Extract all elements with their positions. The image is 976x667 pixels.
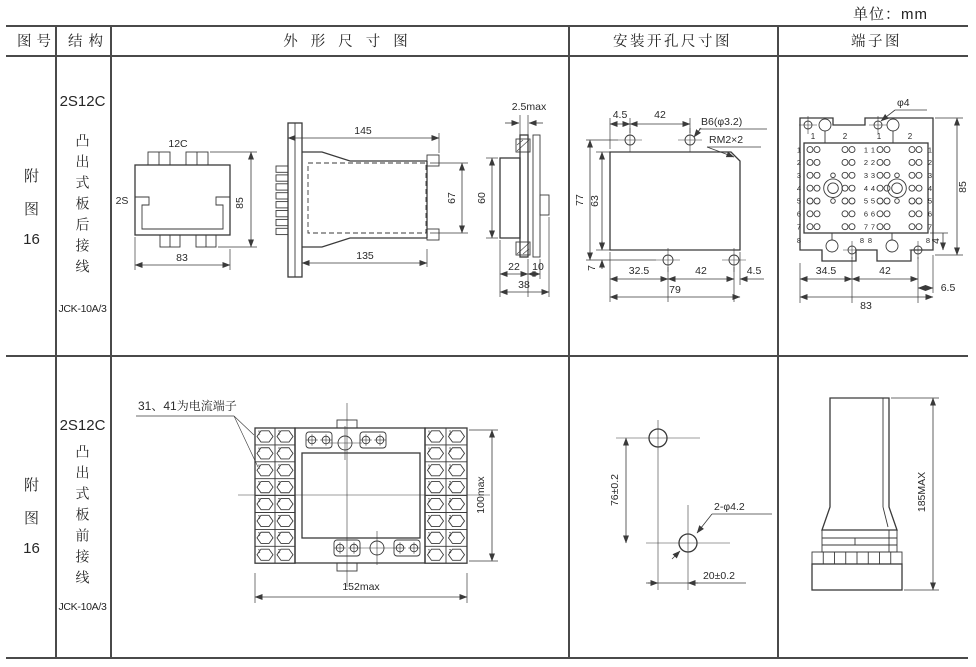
terminal-column-label: 1 xyxy=(876,132,882,141)
dim-label: 42 xyxy=(695,265,707,277)
hole-spec-label: φ4 xyxy=(897,97,910,109)
pin-comb xyxy=(276,166,288,235)
terminal-number: 5 xyxy=(870,196,876,206)
terminal-number: 2 xyxy=(870,158,876,168)
dim-label: 12C xyxy=(168,138,188,150)
terminal-number: 1 xyxy=(863,145,869,155)
terminal-cell-number: 1 xyxy=(257,515,261,521)
dim-label: 32.5 xyxy=(628,265,650,277)
terminal-cell-number: 1 xyxy=(427,548,431,555)
structure-row2 xyxy=(55,357,110,657)
dim-label: 85 xyxy=(957,181,969,193)
terminal-cell-number: 1 xyxy=(427,515,431,521)
mounting-hole-drawing-row1 xyxy=(568,57,777,357)
terminal-number: 7 xyxy=(927,222,933,232)
terminal-number: 3 xyxy=(927,171,933,180)
dim-label: 77 xyxy=(574,194,586,206)
relay-body-dashed xyxy=(308,163,426,233)
terminal-cell-number: 1 xyxy=(427,447,431,454)
dim-label: 100max xyxy=(475,476,487,514)
terminal-number: 1 xyxy=(870,145,876,155)
terminal-cell-number: 2 xyxy=(277,515,281,521)
dim-label: 2.5max xyxy=(511,101,547,113)
dim-label: 6.5 xyxy=(940,282,956,294)
terminal-cell-number: 1 xyxy=(257,464,261,471)
figure-char: 附 xyxy=(23,476,39,494)
terminal-number: 6 xyxy=(796,209,802,219)
terminal-cell-number: 1 xyxy=(427,531,431,538)
terminal-number: 2 xyxy=(796,158,802,168)
terminal-cell-number: 2 xyxy=(277,531,281,538)
outline-drawing-rear-wiring xyxy=(110,57,568,357)
terminal-number: 4 xyxy=(870,183,876,193)
dim-label: 60 xyxy=(476,192,488,204)
terminal-cell-number: 2 xyxy=(277,498,281,505)
terminal-cell-number: 1 xyxy=(427,481,431,488)
terminal-cell-number: 1 xyxy=(257,531,261,538)
figure-number-row1 xyxy=(8,57,55,355)
terminal-block-left xyxy=(255,428,295,563)
dim-label: 145 xyxy=(354,125,372,137)
terminal-cell-number: 1 xyxy=(427,498,431,505)
relay-side-body xyxy=(822,398,897,530)
side-view-row2 xyxy=(777,357,976,659)
terminal-cell-number: 1 xyxy=(427,430,431,437)
dim-label: 152max xyxy=(342,581,380,593)
hole-spec-label: 2-φ4.2 xyxy=(714,501,745,513)
dim-label: 4.5 xyxy=(746,265,762,277)
front-view xyxy=(116,138,257,270)
dim-label: 4.5 xyxy=(612,109,628,121)
mounting-flange xyxy=(520,135,528,257)
terminal-cell-number: 1 xyxy=(257,548,261,555)
figure-char: 图 xyxy=(23,509,39,527)
terminal-cell-number: 2 xyxy=(448,430,452,437)
dim-label: 34.5 xyxy=(815,265,837,277)
terminal-cell-number: 1 xyxy=(257,447,261,454)
terminal-number: 6 xyxy=(863,209,869,219)
figure-char: 图 xyxy=(23,200,39,218)
thread-spec-label: RM2×2 xyxy=(709,134,744,146)
hole-spec-label: B6(φ3.2) xyxy=(701,116,743,128)
terminal-number: 2 xyxy=(927,158,933,168)
current-terminal-note: 31、41为电流端子 xyxy=(138,399,237,413)
dim-label: 22 xyxy=(508,261,520,273)
terminal-cell-number: 2 xyxy=(448,515,452,521)
terminal-diagram-row1 xyxy=(777,57,976,357)
terminal-number: 4 xyxy=(863,183,869,193)
terminal-cell-number: 1 xyxy=(257,430,261,437)
mounting-hole-drawing-row2 xyxy=(568,357,777,659)
dim-label: 76±0.2 xyxy=(609,473,621,507)
terminal-number: 6 xyxy=(870,209,876,219)
terminal-number: 5 xyxy=(863,196,869,206)
terminal-cell-number: 2 xyxy=(448,548,452,555)
terminal-number: 4 xyxy=(927,183,933,193)
terminal-grid xyxy=(797,132,932,245)
mounting-plate xyxy=(610,152,740,250)
terminal-number: 7 xyxy=(863,222,869,232)
terminal-cell-number: 2 xyxy=(448,481,452,488)
dim-label: 79 xyxy=(669,284,681,296)
terminal-number: 6 xyxy=(927,209,933,219)
terminal-cell-number: 2 xyxy=(277,464,281,471)
terminal-block-right xyxy=(425,428,467,563)
relay-cover-opening xyxy=(302,453,420,538)
socket-comb xyxy=(823,552,891,564)
terminal-number: 8 xyxy=(796,236,802,245)
terminal-cell-number: 2 xyxy=(448,531,452,538)
column-header-mounting: 安装开孔尺寸图 xyxy=(613,34,732,50)
figure-number: 16 xyxy=(23,230,40,248)
terminal-number: 5 xyxy=(796,196,802,206)
terminal-cell-number: 2 xyxy=(277,430,281,437)
terminal-number: 1 xyxy=(796,145,802,155)
side-view xyxy=(276,123,468,277)
terminal-cell-number: 2 xyxy=(277,548,281,555)
terminal-column-label: 1 xyxy=(810,132,816,141)
dim-label: 38 xyxy=(518,279,530,291)
terminal-cell-number: 2 xyxy=(277,481,281,488)
dim-label: 4 xyxy=(930,238,942,244)
column-header-outline: 外形尺寸图 xyxy=(283,34,421,50)
dim-label: 63 xyxy=(589,195,601,207)
terminal-number: 3 xyxy=(863,171,869,180)
terminal-cell-number: 2 xyxy=(448,447,452,454)
terminal-number: 5 xyxy=(927,196,933,206)
terminal-number: 3 xyxy=(796,171,802,180)
outline-drawing-front-wiring xyxy=(110,357,568,659)
structure-description: 凸出式板前接线 xyxy=(74,444,91,591)
model-label: 2S12C xyxy=(59,417,106,434)
terminal-cell-number: 2 xyxy=(448,498,452,505)
terminal-screws xyxy=(306,434,420,554)
dim-label: 67 xyxy=(446,192,458,204)
structure-row1 xyxy=(55,57,110,355)
terminal-cell-number: 1 xyxy=(257,481,261,488)
column-header-structure: 结构 xyxy=(68,34,109,50)
terminal-number: 3 xyxy=(870,171,876,180)
dim-label: 10 xyxy=(532,261,544,273)
unit-label: 单位：mm xyxy=(853,6,928,23)
terminal-number: 2 xyxy=(863,158,869,168)
terminal-cell-number: 2 xyxy=(448,464,452,471)
dim-label: 42 xyxy=(879,265,891,277)
structure-description: 凸出式板后接线 xyxy=(74,133,91,280)
dim-label: 83 xyxy=(176,252,188,264)
terminal-number: 4 xyxy=(796,183,802,193)
column-header-terminal: 端子图 xyxy=(851,34,902,50)
terminal-number: 7 xyxy=(796,222,802,232)
dim-label: 42 xyxy=(654,109,666,121)
dim-label: 7 xyxy=(586,265,598,271)
terminal-number: 8 xyxy=(859,236,865,245)
terminal-number: 8 xyxy=(925,236,931,245)
terminal-column-label: 2 xyxy=(842,132,848,141)
terminal-number: 7 xyxy=(870,222,876,232)
terminal-number: 8 xyxy=(867,236,873,245)
profile-view xyxy=(476,101,549,297)
dim-label: 85 xyxy=(234,197,246,209)
column-header-figure: 图号 xyxy=(17,34,56,50)
terminal-cell-number: 1 xyxy=(257,498,261,505)
dim-label: 185MAX xyxy=(916,471,928,513)
figure-number: 16 xyxy=(23,539,40,557)
dim-label: 135 xyxy=(356,250,374,262)
dim-label: 2S xyxy=(115,195,129,207)
model-label: 2S12C xyxy=(59,93,106,110)
dim-label: 83 xyxy=(860,300,872,312)
terminal-cell-number: 1 xyxy=(427,464,431,471)
figure-number-row2 xyxy=(8,357,55,657)
socket-base xyxy=(812,564,902,590)
type-label: JCK-10A/3 xyxy=(58,601,107,613)
terminal-cell-number: 2 xyxy=(277,447,281,454)
type-label: JCK-10A/3 xyxy=(58,303,107,315)
terminal-number: 1 xyxy=(927,145,933,155)
figure-char: 附 xyxy=(23,167,39,185)
dim-label: 20±0.2 xyxy=(702,570,736,582)
terminal-column-label: 2 xyxy=(907,132,913,141)
